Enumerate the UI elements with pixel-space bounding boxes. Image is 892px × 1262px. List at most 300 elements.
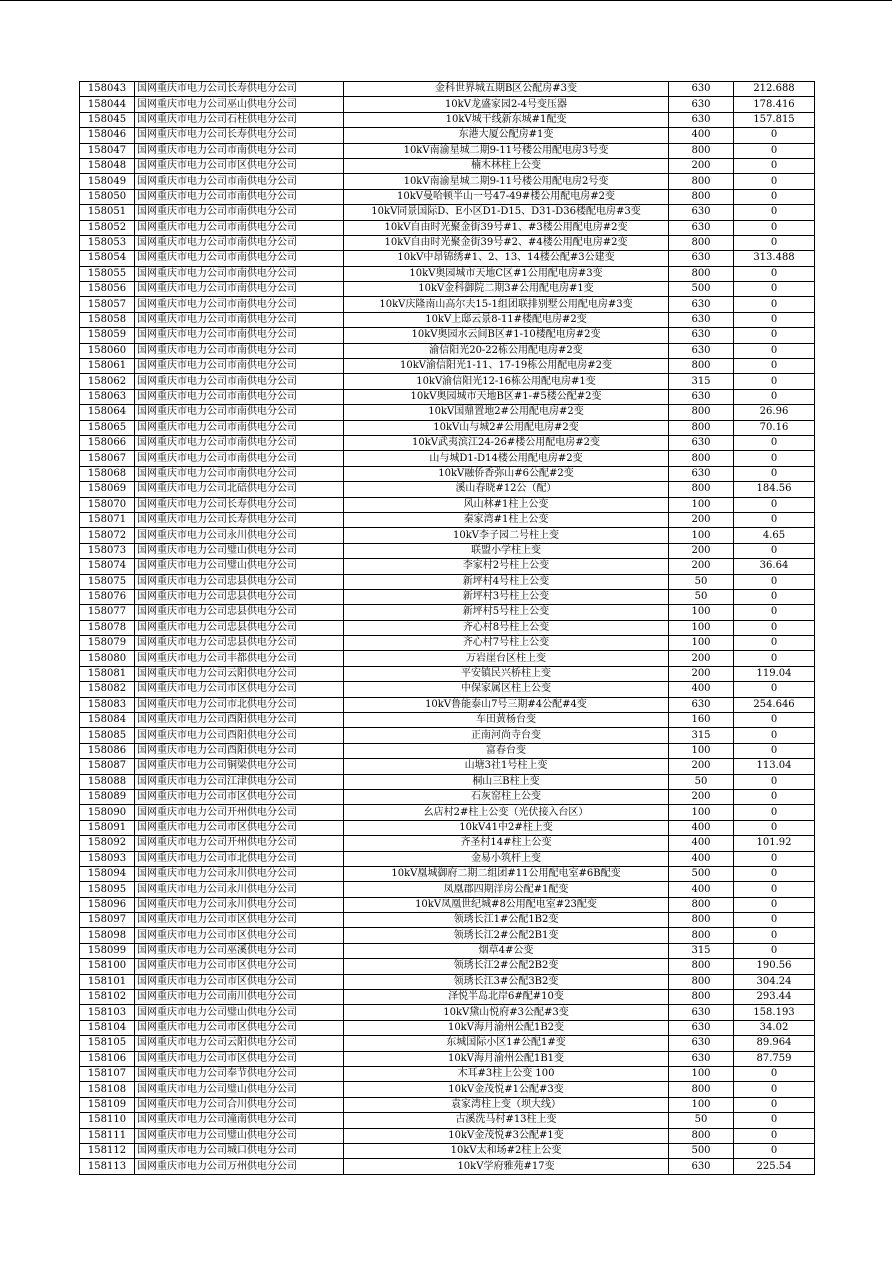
capacity-cell: 800 bbox=[669, 482, 734, 497]
capacity-cell: 800 bbox=[669, 405, 734, 420]
record-id-cell: 158100 bbox=[80, 959, 135, 974]
capacity-cell: 800 bbox=[669, 235, 734, 250]
company-cell: 国网重庆市电力公司长寿供电分公司 bbox=[135, 128, 344, 143]
capacity-cell: 800 bbox=[669, 420, 734, 435]
capacity-cell: 50 bbox=[669, 574, 734, 589]
record-id-cell: 158072 bbox=[80, 528, 135, 543]
capacity-cell: 800 bbox=[669, 913, 734, 928]
table-row bbox=[80, 605, 815, 620]
transformer-name-cell: 10kV城干线新东城#1配变 bbox=[344, 112, 669, 127]
transformer-name-cell: 10kV同景国际D、E小区D1-D15、D31-D36楼配电房#3变 bbox=[344, 205, 669, 220]
company-cell: 国网重庆市电力公司合川供电分公司 bbox=[135, 1097, 344, 1112]
transformer-name-cell: 10kV鲁能泰山7号三期#4公配#4变 bbox=[344, 697, 669, 712]
table-row bbox=[80, 1082, 815, 1097]
record-id-cell: 158053 bbox=[80, 235, 135, 250]
record-id-cell: 158086 bbox=[80, 743, 135, 758]
table-row bbox=[80, 112, 815, 127]
capacity-cell: 630 bbox=[669, 112, 734, 127]
value-cell: 0 bbox=[734, 435, 815, 450]
company-cell: 国网重庆市电力公司城口供电分公司 bbox=[135, 1143, 344, 1158]
record-id-cell: 158073 bbox=[80, 543, 135, 558]
company-cell: 国网重庆市电力公司市区供电分公司 bbox=[135, 1020, 344, 1035]
transformer-name-cell: 正南河尚寺台变 bbox=[344, 728, 669, 743]
value-cell: 0 bbox=[734, 282, 815, 297]
capacity-cell: 315 bbox=[669, 374, 734, 389]
table-row bbox=[80, 559, 815, 574]
table-row bbox=[80, 497, 815, 512]
transformer-name-cell: 新坪村3号柱上公变 bbox=[344, 589, 669, 604]
transformer-name-cell: 泽悦半岛北岸6#配#10变 bbox=[344, 990, 669, 1005]
company-cell: 国网重庆市电力公司市南供电分公司 bbox=[135, 389, 344, 404]
record-id-cell: 158045 bbox=[80, 112, 135, 127]
company-cell: 国网重庆市电力公司市南供电分公司 bbox=[135, 420, 344, 435]
record-id-cell: 158083 bbox=[80, 697, 135, 712]
transformer-name-cell: 新坪村4号柱上公变 bbox=[344, 574, 669, 589]
capacity-cell: 400 bbox=[669, 882, 734, 897]
transformer-name-cell: 10kV海月渝州公配1B2变 bbox=[344, 1020, 669, 1035]
transformer-name-cell: 10kV曼哈顿半山一号47-49#楼公用配电房#2变 bbox=[344, 189, 669, 204]
value-cell: 0 bbox=[734, 728, 815, 743]
transformer-name-cell: 东港大厦公配房#1变 bbox=[344, 128, 669, 143]
capacity-cell: 400 bbox=[669, 836, 734, 851]
record-id-cell: 158065 bbox=[80, 420, 135, 435]
table-row bbox=[80, 266, 815, 281]
transformer-name-cell: 10kV龙盛家园2-4号变压器 bbox=[344, 97, 669, 112]
company-cell: 国网重庆市电力公司市北供电分公司 bbox=[135, 697, 344, 712]
capacity-cell: 630 bbox=[669, 251, 734, 266]
table-row bbox=[80, 697, 815, 712]
capacity-cell: 630 bbox=[669, 1036, 734, 1051]
table-row bbox=[80, 158, 815, 173]
capacity-cell: 630 bbox=[669, 297, 734, 312]
capacity-cell: 630 bbox=[669, 343, 734, 358]
value-cell: 101.92 bbox=[734, 836, 815, 851]
record-id-cell: 158079 bbox=[80, 636, 135, 651]
company-cell: 国网重庆市电力公司酉阳供电分公司 bbox=[135, 713, 344, 728]
company-cell: 国网重庆市电力公司市南供电分公司 bbox=[135, 174, 344, 189]
transformer-name-cell: 10kV融侨香弥山#6公配#2变 bbox=[344, 466, 669, 481]
capacity-cell: 630 bbox=[669, 205, 734, 220]
table-row bbox=[80, 1128, 815, 1143]
capacity-cell: 50 bbox=[669, 1113, 734, 1128]
capacity-cell: 100 bbox=[669, 636, 734, 651]
capacity-cell: 100 bbox=[669, 620, 734, 635]
table-row bbox=[80, 759, 815, 774]
transformer-name-cell: 领琇长江1#公配1B2变 bbox=[344, 913, 669, 928]
record-id-cell: 158096 bbox=[80, 897, 135, 912]
transformer-name-cell: 10kV海月渝州公配1B1变 bbox=[344, 1051, 669, 1066]
record-id-cell: 158059 bbox=[80, 328, 135, 343]
capacity-cell: 100 bbox=[669, 743, 734, 758]
company-cell: 国网重庆市电力公司市区供电分公司 bbox=[135, 820, 344, 835]
company-cell: 国网重庆市电力公司开州供电分公司 bbox=[135, 805, 344, 820]
company-cell: 国网重庆市电力公司市区供电分公司 bbox=[135, 789, 344, 804]
capacity-cell: 200 bbox=[669, 512, 734, 527]
transformer-name-cell: 10kV渝信阳光12-16栋公用配电房#1变 bbox=[344, 374, 669, 389]
table-row bbox=[80, 359, 815, 374]
record-id-cell: 158046 bbox=[80, 128, 135, 143]
table-row bbox=[80, 1143, 815, 1158]
record-id-cell: 158056 bbox=[80, 282, 135, 297]
transformer-name-cell: 车田黄杨台变 bbox=[344, 713, 669, 728]
capacity-cell: 630 bbox=[669, 1051, 734, 1066]
capacity-cell: 315 bbox=[669, 728, 734, 743]
transformer-name-cell: 10kV自由时光聚金街39号#2、#4楼公用配电房#2变 bbox=[344, 235, 669, 250]
transformer-name-cell: 10kV41中2#柱上变 bbox=[344, 820, 669, 835]
company-cell: 国网重庆市电力公司市南供电分公司 bbox=[135, 282, 344, 297]
table-row bbox=[80, 374, 815, 389]
value-cell: 0 bbox=[734, 389, 815, 404]
value-cell: 190.56 bbox=[734, 959, 815, 974]
record-id-cell: 158055 bbox=[80, 266, 135, 281]
value-cell: 0 bbox=[734, 1143, 815, 1158]
company-cell: 国网重庆市电力公司市南供电分公司 bbox=[135, 359, 344, 374]
table-row bbox=[80, 805, 815, 820]
record-id-cell: 158085 bbox=[80, 728, 135, 743]
record-id-cell: 158089 bbox=[80, 789, 135, 804]
transformer-name-cell: 10kV武夷滨江24-26#楼公用配电房#2变 bbox=[344, 435, 669, 450]
value-cell: 0 bbox=[734, 605, 815, 620]
value-cell: 4.65 bbox=[734, 528, 815, 543]
company-cell: 国网重庆市电力公司永川供电分公司 bbox=[135, 528, 344, 543]
capacity-cell: 100 bbox=[669, 1067, 734, 1082]
record-id-cell: 158102 bbox=[80, 990, 135, 1005]
table-row bbox=[80, 343, 815, 358]
value-cell: 0 bbox=[734, 235, 815, 250]
record-id-cell: 158101 bbox=[80, 974, 135, 989]
record-id-cell: 158098 bbox=[80, 928, 135, 943]
table-row bbox=[80, 466, 815, 481]
table-row bbox=[80, 420, 815, 435]
company-cell: 国网重庆市电力公司市南供电分公司 bbox=[135, 220, 344, 235]
record-id-cell: 158050 bbox=[80, 189, 135, 204]
record-id-cell: 158049 bbox=[80, 174, 135, 189]
value-cell: 0 bbox=[734, 897, 815, 912]
transformer-name-cell: 10kV金科御院二期3#公用配电房#1变 bbox=[344, 282, 669, 297]
capacity-cell: 630 bbox=[669, 697, 734, 712]
table-row bbox=[80, 728, 815, 743]
company-cell: 国网重庆市电力公司忠县供电分公司 bbox=[135, 589, 344, 604]
record-id-cell: 158075 bbox=[80, 574, 135, 589]
value-cell: 0 bbox=[734, 1097, 815, 1112]
table-row bbox=[80, 174, 815, 189]
value-cell: 0 bbox=[734, 620, 815, 635]
transformer-name-cell: 领琇长江3#公配3B2变 bbox=[344, 974, 669, 989]
record-id-cell: 158063 bbox=[80, 389, 135, 404]
record-id-cell: 158084 bbox=[80, 713, 135, 728]
capacity-cell: 630 bbox=[669, 82, 734, 97]
transformer-name-cell: 东城国际小区1#公配1#变 bbox=[344, 1036, 669, 1051]
value-cell: 0 bbox=[734, 682, 815, 697]
transformer-name-cell: 10kV金茂悦#1公配#3变 bbox=[344, 1082, 669, 1097]
record-id-cell: 158095 bbox=[80, 882, 135, 897]
record-id-cell: 158103 bbox=[80, 1005, 135, 1020]
capacity-cell: 800 bbox=[669, 1128, 734, 1143]
record-id-cell: 158066 bbox=[80, 435, 135, 450]
transformer-name-cell: 10kV国鼎置地2#公用配电房#2变 bbox=[344, 405, 669, 420]
company-cell: 国网重庆市电力公司市南供电分公司 bbox=[135, 297, 344, 312]
company-cell: 国网重庆市电力公司长寿供电分公司 bbox=[135, 82, 344, 97]
table-row bbox=[80, 913, 815, 928]
company-cell: 国网重庆市电力公司长寿供电分公司 bbox=[135, 497, 344, 512]
company-cell: 国网重庆市电力公司忠县供电分公司 bbox=[135, 636, 344, 651]
table-row bbox=[80, 882, 815, 897]
capacity-cell: 800 bbox=[669, 451, 734, 466]
company-cell: 国网重庆市电力公司璧山供电分公司 bbox=[135, 1005, 344, 1020]
company-cell: 国网重庆市电力公司云阳供电分公司 bbox=[135, 1036, 344, 1051]
record-id-cell: 158070 bbox=[80, 497, 135, 512]
table-row bbox=[80, 651, 815, 666]
value-cell: 0 bbox=[734, 851, 815, 866]
capacity-cell: 800 bbox=[669, 189, 734, 204]
value-cell: 0 bbox=[734, 143, 815, 158]
record-id-cell: 158064 bbox=[80, 405, 135, 420]
company-cell: 国网重庆市电力公司市南供电分公司 bbox=[135, 405, 344, 420]
company-cell: 国网重庆市电力公司铜梁供电分公司 bbox=[135, 759, 344, 774]
capacity-cell: 100 bbox=[669, 497, 734, 512]
transformer-name-cell: 10kV奥园城市天地C区#1公用配电房#3变 bbox=[344, 266, 669, 281]
record-id-cell: 158068 bbox=[80, 466, 135, 481]
record-id-cell: 158088 bbox=[80, 774, 135, 789]
transformer-name-cell: 木耳#3柱上公变 100 bbox=[344, 1067, 669, 1082]
table-row bbox=[80, 897, 815, 912]
table-row bbox=[80, 282, 815, 297]
company-cell: 国网重庆市电力公司巫山供电分公司 bbox=[135, 97, 344, 112]
record-id-cell: 158108 bbox=[80, 1082, 135, 1097]
transformer-name-cell: 齐心村8号柱上公变 bbox=[344, 620, 669, 635]
value-cell: 0 bbox=[734, 343, 815, 358]
value-cell: 0 bbox=[734, 789, 815, 804]
company-cell: 国网重庆市电力公司忠县供电分公司 bbox=[135, 574, 344, 589]
value-cell: 313.488 bbox=[734, 251, 815, 266]
transformer-name-cell: 10kV庆隆南山高尔夫15-1组团联排别墅公用配电房#3变 bbox=[344, 297, 669, 312]
capacity-cell: 50 bbox=[669, 589, 734, 604]
capacity-cell: 800 bbox=[669, 266, 734, 281]
value-cell: 0 bbox=[734, 1067, 815, 1082]
capacity-cell: 100 bbox=[669, 1097, 734, 1112]
company-cell: 国网重庆市电力公司市南供电分公司 bbox=[135, 466, 344, 481]
value-cell: 158.193 bbox=[734, 1005, 815, 1020]
record-id-cell: 158069 bbox=[80, 482, 135, 497]
value-cell: 0 bbox=[734, 266, 815, 281]
transformer-name-cell: 10kV渝信阳光1-11、17-19栋公用配电房#2变 bbox=[344, 359, 669, 374]
capacity-cell: 800 bbox=[669, 143, 734, 158]
value-cell: 0 bbox=[734, 928, 815, 943]
company-cell: 国网重庆市电力公司石柱供电分公司 bbox=[135, 112, 344, 127]
table-row bbox=[80, 528, 815, 543]
transformer-name-cell: 领琇长江2#公配2B1变 bbox=[344, 928, 669, 943]
value-cell: 0 bbox=[734, 174, 815, 189]
company-cell: 国网重庆市电力公司市南供电分公司 bbox=[135, 189, 344, 204]
value-cell: 87.759 bbox=[734, 1051, 815, 1066]
transformer-name-cell: 金易小筑杆上变 bbox=[344, 851, 669, 866]
transformer-name-cell: 富春台变 bbox=[344, 743, 669, 758]
record-id-cell: 158060 bbox=[80, 343, 135, 358]
company-cell: 国网重庆市电力公司璧山供电分公司 bbox=[135, 1128, 344, 1143]
record-id-cell: 158052 bbox=[80, 220, 135, 235]
table-row bbox=[80, 959, 815, 974]
company-cell: 国网重庆市电力公司市南供电分公司 bbox=[135, 312, 344, 327]
transformer-name-cell: 10kV太和场#2柱上公变 bbox=[344, 1143, 669, 1158]
capacity-cell: 200 bbox=[669, 651, 734, 666]
transformer-name-cell: 齐心村7号柱上公变 bbox=[344, 636, 669, 651]
transformer-name-cell: 幺店村2#柱上公变（光伏接入台区） bbox=[344, 805, 669, 820]
company-cell: 国网重庆市电力公司开州供电分公司 bbox=[135, 836, 344, 851]
transformer-name-cell: 10kV南渝星城二期9-11号楼公用配电房2号变 bbox=[344, 174, 669, 189]
value-cell: 0 bbox=[734, 820, 815, 835]
capacity-cell: 200 bbox=[669, 559, 734, 574]
record-id-cell: 158087 bbox=[80, 759, 135, 774]
company-cell: 国网重庆市电力公司市区供电分公司 bbox=[135, 158, 344, 173]
table-row bbox=[80, 928, 815, 943]
company-cell: 国网重庆市电力公司市南供电分公司 bbox=[135, 451, 344, 466]
capacity-cell: 315 bbox=[669, 943, 734, 958]
table-row bbox=[80, 543, 815, 558]
capacity-cell: 400 bbox=[669, 682, 734, 697]
value-cell: 0 bbox=[734, 543, 815, 558]
record-id-cell: 158044 bbox=[80, 97, 135, 112]
company-cell: 国网重庆市电力公司市北供电分公司 bbox=[135, 851, 344, 866]
record-id-cell: 158090 bbox=[80, 805, 135, 820]
company-cell: 国网重庆市电力公司忠县供电分公司 bbox=[135, 605, 344, 620]
transformer-table bbox=[79, 81, 815, 1175]
record-id-cell: 158099 bbox=[80, 943, 135, 958]
record-id-cell: 158062 bbox=[80, 374, 135, 389]
table-row bbox=[80, 1113, 815, 1128]
company-cell: 国网重庆市电力公司丰都供电分公司 bbox=[135, 651, 344, 666]
transformer-name-cell: 10kV学府雅苑#17变 bbox=[344, 1159, 669, 1174]
value-cell: 0 bbox=[734, 128, 815, 143]
record-id-cell: 158077 bbox=[80, 605, 135, 620]
record-id-cell: 158043 bbox=[80, 82, 135, 97]
transformer-name-cell: 楠木林柱上公变 bbox=[344, 158, 669, 173]
table-row bbox=[80, 851, 815, 866]
capacity-cell: 500 bbox=[669, 1143, 734, 1158]
table-row bbox=[80, 943, 815, 958]
value-cell: 0 bbox=[734, 805, 815, 820]
value-cell: 0 bbox=[734, 158, 815, 173]
value-cell: 0 bbox=[734, 466, 815, 481]
table-row bbox=[80, 774, 815, 789]
value-cell: 0 bbox=[734, 913, 815, 928]
transformer-name-cell: 山与城D1-D14楼公用配电房#2变 bbox=[344, 451, 669, 466]
value-cell: 0 bbox=[734, 713, 815, 728]
record-id-cell: 158107 bbox=[80, 1067, 135, 1082]
record-id-cell: 158104 bbox=[80, 1020, 135, 1035]
value-cell: 178.416 bbox=[734, 97, 815, 112]
record-id-cell: 158078 bbox=[80, 620, 135, 635]
table-row bbox=[80, 1036, 815, 1051]
value-cell: 36.64 bbox=[734, 559, 815, 574]
capacity-cell: 800 bbox=[669, 1082, 734, 1097]
value-cell: 304.24 bbox=[734, 974, 815, 989]
capacity-cell: 630 bbox=[669, 1020, 734, 1035]
value-cell: 119.04 bbox=[734, 666, 815, 681]
table-row bbox=[80, 1005, 815, 1020]
record-id-cell: 158051 bbox=[80, 205, 135, 220]
company-cell: 国网重庆市电力公司市南供电分公司 bbox=[135, 251, 344, 266]
company-cell: 国网重庆市电力公司市南供电分公司 bbox=[135, 235, 344, 250]
company-cell: 国网重庆市电力公司云阳供电分公司 bbox=[135, 666, 344, 681]
transformer-name-cell: 平安镇民兴桥柱上变 bbox=[344, 666, 669, 681]
record-id-cell: 158054 bbox=[80, 251, 135, 266]
company-cell: 国网重庆市电力公司市区供电分公司 bbox=[135, 928, 344, 943]
capacity-cell: 200 bbox=[669, 666, 734, 681]
capacity-cell: 630 bbox=[669, 389, 734, 404]
company-cell: 国网重庆市电力公司市南供电分公司 bbox=[135, 205, 344, 220]
value-cell: 0 bbox=[734, 189, 815, 204]
transformer-name-cell: 秦家湾#1柱上公变 bbox=[344, 512, 669, 527]
capacity-cell: 630 bbox=[669, 328, 734, 343]
record-id-cell: 158111 bbox=[80, 1128, 135, 1143]
company-cell: 国网重庆市电力公司永川供电分公司 bbox=[135, 882, 344, 897]
table-row bbox=[80, 312, 815, 327]
table-row bbox=[80, 820, 815, 835]
capacity-cell: 200 bbox=[669, 789, 734, 804]
record-id-cell: 158093 bbox=[80, 851, 135, 866]
transformer-name-cell: 凤凰郡四期洋房公配#1配变 bbox=[344, 882, 669, 897]
transformer-name-cell: 石灰窑柱上公变 bbox=[344, 789, 669, 804]
value-cell: 0 bbox=[734, 636, 815, 651]
table-row bbox=[80, 1020, 815, 1035]
capacity-cell: 200 bbox=[669, 158, 734, 173]
transformer-name-cell: 10kV凤凰世纪城#8公用配电室#23配变 bbox=[344, 897, 669, 912]
value-cell: 0 bbox=[734, 359, 815, 374]
record-id-cell: 158105 bbox=[80, 1036, 135, 1051]
company-cell: 国网重庆市电力公司市区供电分公司 bbox=[135, 682, 344, 697]
value-cell: 0 bbox=[734, 205, 815, 220]
transformer-name-cell: 10kV中昂锦绣#1、2、13、14楼公配#3公建变 bbox=[344, 251, 669, 266]
record-id-cell: 158074 bbox=[80, 559, 135, 574]
company-cell: 国网重庆市电力公司忠县供电分公司 bbox=[135, 620, 344, 635]
value-cell: 0 bbox=[734, 743, 815, 758]
value-cell: 254.646 bbox=[734, 697, 815, 712]
value-cell: 0 bbox=[734, 882, 815, 897]
value-cell: 0 bbox=[734, 943, 815, 958]
value-cell: 212.688 bbox=[734, 82, 815, 97]
capacity-cell: 800 bbox=[669, 974, 734, 989]
capacity-cell: 50 bbox=[669, 774, 734, 789]
transformer-name-cell: 10kV自由时光聚金街39号#1、#3楼公用配电房#2变 bbox=[344, 220, 669, 235]
capacity-cell: 630 bbox=[669, 97, 734, 112]
table-row bbox=[80, 143, 815, 158]
record-id-cell: 158081 bbox=[80, 666, 135, 681]
company-cell: 国网重庆市电力公司市区供电分公司 bbox=[135, 974, 344, 989]
value-cell: 0 bbox=[734, 220, 815, 235]
transformer-name-cell: 烟草4#公变 bbox=[344, 943, 669, 958]
transformer-name-cell: 山塘3社1号柱上变 bbox=[344, 759, 669, 774]
table-row bbox=[80, 220, 815, 235]
company-cell: 国网重庆市电力公司江津供电分公司 bbox=[135, 774, 344, 789]
value-cell: 34.02 bbox=[734, 1020, 815, 1035]
capacity-cell: 500 bbox=[669, 282, 734, 297]
transformer-name-cell: 桐山三B柱上变 bbox=[344, 774, 669, 789]
table-row bbox=[80, 990, 815, 1005]
table-row bbox=[80, 1097, 815, 1112]
table-row bbox=[80, 574, 815, 589]
table-row bbox=[80, 1051, 815, 1066]
record-id-cell: 158106 bbox=[80, 1051, 135, 1066]
capacity-cell: 630 bbox=[669, 1005, 734, 1020]
capacity-cell: 800 bbox=[669, 928, 734, 943]
value-cell: 0 bbox=[734, 312, 815, 327]
company-cell: 国网重庆市电力公司璧山供电分公司 bbox=[135, 559, 344, 574]
value-cell: 0 bbox=[734, 328, 815, 343]
record-id-cell: 158080 bbox=[80, 651, 135, 666]
record-id-cell: 158076 bbox=[80, 589, 135, 604]
transformer-name-cell: 袁家湾柱上变（坝大线） bbox=[344, 1097, 669, 1112]
record-id-cell: 158057 bbox=[80, 297, 135, 312]
